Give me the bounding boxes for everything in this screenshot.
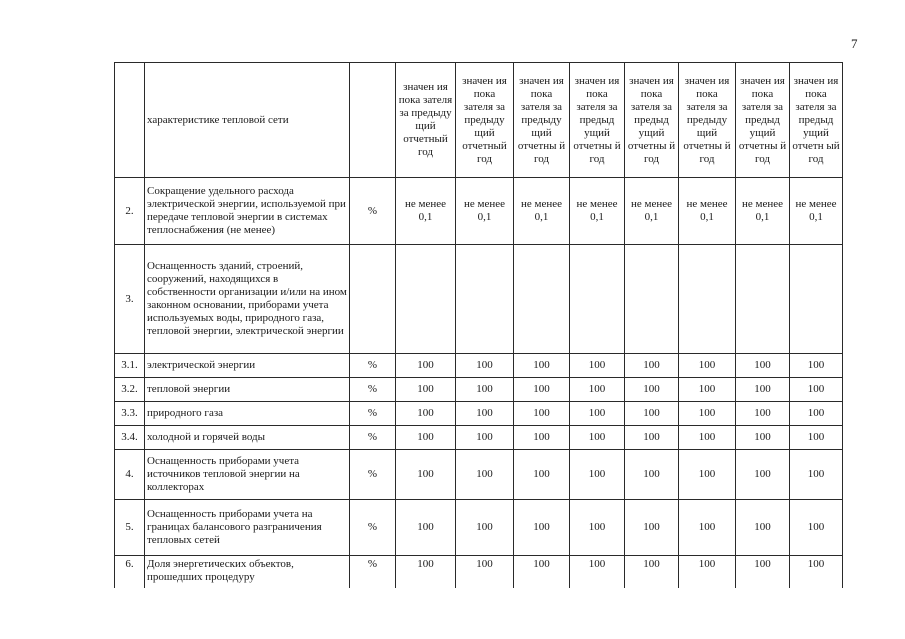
table-row [115,378,843,402]
indicators-table [114,62,843,588]
value-cell: 100 [396,426,456,450]
value-cell: 100 [625,426,679,450]
value-cell: 100 [514,500,570,556]
value-cell: 100 [625,500,679,556]
value-cell: 100 [396,378,456,402]
indicator-name-cell: Оснащенность приборами учета на границах балансового разграничения тепловых сетей [145,500,350,556]
row-number-cell: 3. [115,245,145,354]
value-cell: 100 [679,402,736,426]
table-row [115,426,843,450]
value-cell: 100 [679,378,736,402]
unit-cell: % [350,556,396,589]
value-cell: 100 [736,500,790,556]
value-cell: 100 [625,378,679,402]
value-cell: 100 [736,450,790,500]
value-cell: не менее 0,1 [736,178,790,245]
row-number-cell: 3.1. [115,354,145,378]
unit-cell: % [350,178,396,245]
value-cell: 100 [456,500,514,556]
indicator-name-cell: природного газа [145,402,350,426]
value-cell: 100 [514,556,570,589]
value-cell [625,245,679,354]
value-cell: 100 [570,556,625,589]
value-cell: 100 [736,402,790,426]
value-cell: 100 [396,556,456,589]
unit-cell: % [350,426,396,450]
value-cell: не менее 0,1 [456,178,514,245]
value-cell: 100 [790,426,843,450]
value-cell: 100 [514,402,570,426]
value-cell: 100 [570,500,625,556]
unit-cell: % [350,354,396,378]
header-column-cell: значен ия пока зателя за предыду щий отчетны й год [514,63,570,178]
indicator-name-cell: Доля энергетических объектов, прошедших процедуру [145,556,350,589]
row-number-cell: 3.3. [115,402,145,426]
value-cell [790,245,843,354]
row-number-cell: 6. [115,556,145,589]
value-cell: 100 [456,426,514,450]
value-cell: 100 [514,426,570,450]
value-cell: 100 [625,402,679,426]
header-column-cell: значен ия пока зателя за предыду щий отчетный год [456,63,514,178]
table-row [115,178,843,245]
value-cell: 100 [396,500,456,556]
value-cell: 100 [625,556,679,589]
value-cell: 100 [514,354,570,378]
table-row [115,402,843,426]
value-cell: 100 [679,354,736,378]
value-cell: 100 [396,402,456,426]
indicator-name-cell: Оснащенность приборами учета источников тепловой энергии на коллекторах [145,450,350,500]
indicator-name-cell: электрической энергии [145,354,350,378]
value-cell: 100 [625,450,679,500]
value-cell: 100 [570,426,625,450]
indicator-name-cell: холодной и горячей воды [145,426,350,450]
value-cell: не менее 0,1 [570,178,625,245]
value-cell: 100 [679,500,736,556]
value-cell: 100 [679,450,736,500]
value-cell: 100 [790,450,843,500]
table-header-row [115,63,843,178]
value-cell: 100 [396,354,456,378]
unit-cell [350,245,396,354]
value-cell [396,245,456,354]
unit-cell: % [350,500,396,556]
indicator-name-cell: тепловой энергии [145,378,350,402]
value-cell: 100 [790,556,843,589]
value-cell: 100 [570,450,625,500]
value-cell: 100 [679,426,736,450]
value-cell: 100 [456,556,514,589]
row-number-cell: 5. [115,500,145,556]
row-number-cell: 4. [115,450,145,500]
value-cell: 100 [514,450,570,500]
value-cell: 100 [456,378,514,402]
value-cell [570,245,625,354]
value-cell: 100 [790,378,843,402]
value-cell: 100 [456,450,514,500]
table-row [115,245,843,354]
unit-cell: % [350,450,396,500]
value-cell: не менее 0,1 [625,178,679,245]
value-cell: 100 [514,378,570,402]
value-cell: 100 [736,426,790,450]
value-cell: 100 [456,402,514,426]
unit-cell: % [350,402,396,426]
header-name-cell: характеристике тепловой сети [145,63,350,178]
value-cell [456,245,514,354]
unit-cell [350,63,396,178]
row-number-cell [115,63,145,178]
value-cell [679,245,736,354]
table-row [115,354,843,378]
value-cell [736,245,790,354]
header-column-cell: значен ия пока зателя за предыд ущий отчетны й год [736,63,790,178]
page-number: 7 [851,36,858,51]
value-cell: 100 [790,500,843,556]
row-number-cell: 3.2. [115,378,145,402]
value-cell: 100 [790,402,843,426]
header-column-cell: значен ия пока зателя за предыду щий отчетны й год [679,63,736,178]
header-column-cell: значен ия пока зателя за предыд ущий отчетны й год [625,63,679,178]
table-row [115,500,843,556]
value-cell: 100 [679,556,736,589]
value-cell: 100 [570,402,625,426]
value-cell: не менее 0,1 [790,178,843,245]
value-cell [514,245,570,354]
header-column-cell: значен ия пока зателя за предыд ущий отчетн ый год [790,63,843,178]
row-number-cell: 2. [115,178,145,245]
indicator-name-cell: Сокращение удельного расхода электрической энергии, используемой при передаче тепловой энергии в системах теплоснабжения (не менее) [145,178,350,245]
value-cell: 100 [790,354,843,378]
value-cell: не менее 0,1 [396,178,456,245]
header-column-cell: значен ия пока зателя за предыду щий отчетный год [396,63,456,178]
value-cell: 100 [456,354,514,378]
indicator-name-cell: Оснащенность зданий, строений, сооружений, находящихся в собственности организации и/или на ином законном основании, приборами учета используемых воды, природного газа, тепловой энергии, электрической энергии [145,245,350,354]
header-column-cell: значен ия пока зателя за предыд ущий отчетны й год [570,63,625,178]
row-number-cell: 3.4. [115,426,145,450]
value-cell: не менее 0,1 [514,178,570,245]
value-cell: 100 [736,378,790,402]
value-cell: 100 [570,354,625,378]
value-cell: 100 [736,556,790,589]
value-cell: 100 [396,450,456,500]
table-row [115,556,843,589]
table-row [115,450,843,500]
value-cell: 100 [625,354,679,378]
unit-cell: % [350,378,396,402]
value-cell: 100 [736,354,790,378]
value-cell: не менее 0,1 [679,178,736,245]
value-cell: 100 [570,378,625,402]
